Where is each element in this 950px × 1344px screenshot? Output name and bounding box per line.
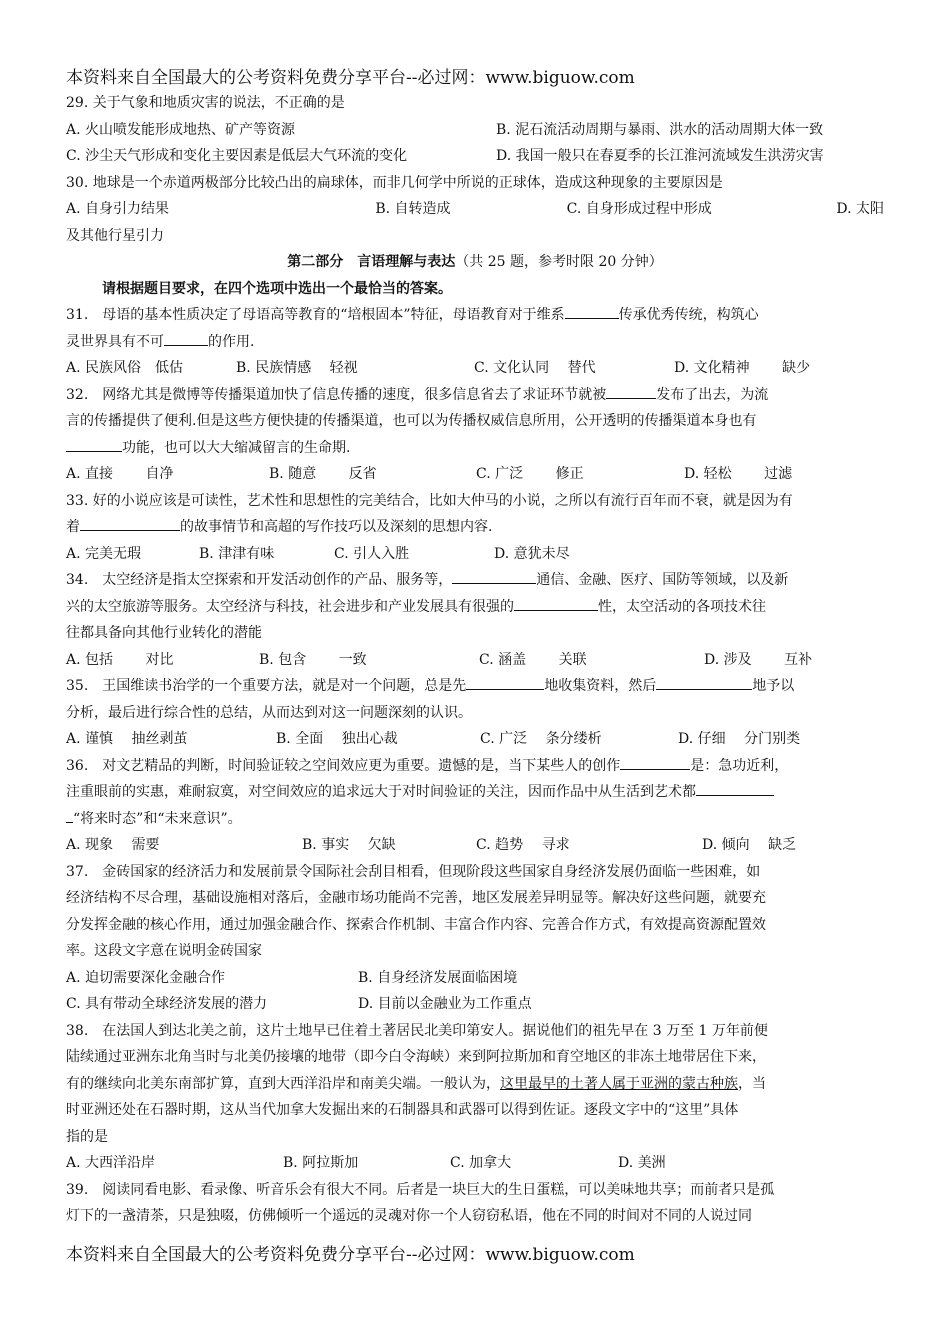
question-34-line1 xyxy=(66,567,884,594)
q31-blank-1 xyxy=(565,304,619,319)
q37-option-a: A. 迫切需要深化金融合作 xyxy=(66,969,226,986)
q34-option-b: B. 包含 一致 xyxy=(259,651,367,668)
q38-text: 有的继续向北美东南部扩算，直到大西洋沿岸和南美尖端。一般认为， xyxy=(66,1075,500,1092)
q35-option-d: D. 仔细 分门别类 xyxy=(678,731,801,747)
question-33-line2 xyxy=(66,514,884,541)
q38-option-d: D. 美洲 xyxy=(618,1155,666,1171)
q29-option-a: A. 火山喷发能形成地热、矿产等资源 xyxy=(66,121,296,138)
section-2-note: （共 25 题，参考时限 20 分钟） xyxy=(455,254,663,270)
q33-text: 的故事情节和高超的写作技巧以及深刻的思想内容. xyxy=(180,519,493,535)
question-38-line4: 时亚洲还处在石器时期，这从当代加拿大发掘出来的石制器具和武器可以得到佐证。逐段文字中的“这里”具体 xyxy=(66,1102,739,1118)
question-32-line2: 言的传播提供了便利.但是这些方便快捷的传播渠道，也可以为传播权威信息所用，公开透明的传播渠道本身也有 xyxy=(66,413,757,429)
q33-option-c: C. 引人入胜 xyxy=(334,545,410,562)
q36-option-d: D. 倾向 缺乏 xyxy=(702,837,797,853)
q34-text: 性，太空活动的各项技术往 xyxy=(598,598,766,615)
q32-text: 发布了出去，为流 xyxy=(656,386,769,403)
q37-option-d: D. 目前以金融业为工作重点 xyxy=(358,996,532,1012)
q34-option-a: A. 包括 对比 xyxy=(66,651,174,668)
question-30-options xyxy=(66,196,884,223)
question-37-line3: 分发挥金融的核心作用，通过加强金融合作、探索合作机制、丰富合作内容、完善合作方式，有效提高资源配置效 xyxy=(66,916,766,933)
q35-text: 地予以 xyxy=(752,678,795,694)
q35-blank-1 xyxy=(466,675,544,690)
q32-text: 32. 网络尤其是微博等传播渠道加快了信息传播的速度，很多信息省去了求证环节就被 xyxy=(66,386,607,403)
question-37-options-row1 xyxy=(66,965,884,992)
q35-option-c: C. 广泛 条分缕析 xyxy=(480,731,602,747)
question-38-line3 xyxy=(66,1071,884,1098)
q33-option-a: A. 完美无瑕 xyxy=(66,545,142,562)
q38-option-c: C. 加拿大 xyxy=(450,1155,512,1171)
q36-blank-2-cont xyxy=(66,808,73,823)
q34-text: 34. 太空经济是指太空探索和开发活动创作的产品、服务等， xyxy=(66,572,453,588)
q35-option-b: B. 全面 独出心裁 xyxy=(276,731,398,747)
question-39-line2: 灯下的一盏清茶，只是独啜，仿佛倾听一个遥远的灵魂对你一个人窃窃私语，他在不同的时间对不同的人说过同 xyxy=(66,1208,752,1224)
question-37-line1: 37. 金砖国家的经济活力和发展前景令国际社会刮目相看，但现阶段这些国家自身经济发展仍面临一些困难，如 xyxy=(66,863,761,880)
question-35-line2: 分析，最后进行综合性的总结，从而达到对这一问题深刻的认识。 xyxy=(66,704,472,721)
question-37-line4: 率。这段文字意在说明金砖国家 xyxy=(66,943,262,959)
question-37-options-row2 xyxy=(66,991,884,1018)
q36-option-a: A. 现象 需要 xyxy=(66,837,160,853)
question-36-line2 xyxy=(66,779,884,806)
q29-option-b: B. 泥石流活动周期与暴雨、洪水的活动周期大体一致 xyxy=(496,121,824,138)
section-2-title xyxy=(66,249,884,276)
q37-option-b: B. 自身经济发展面临困境 xyxy=(358,969,518,986)
question-35-line1 xyxy=(66,673,884,700)
q36-text: “将来时态”和“未来意识”。 xyxy=(73,810,242,827)
q31-option-b: B. 民族情感 轻视 xyxy=(236,360,358,376)
q36-option-b: B. 事实 欠缺 xyxy=(302,837,396,853)
q38-text: ，当 xyxy=(738,1075,766,1092)
question-39-line1: 39. 阅读同看电影、看录像、听音乐会有很大不同。后者是一块巨大的生日蛋糕，可以美味地共享；而前者只是孤 xyxy=(66,1181,775,1198)
q30-option-d: D. 太阳 xyxy=(836,201,884,217)
question-31-line1 xyxy=(66,302,884,329)
q31-option-a: A. 民族风俗 低估 xyxy=(66,360,184,376)
q31-text: 传承优秀传统，构筑心 xyxy=(618,307,759,323)
question-38-line5: 指的是 xyxy=(66,1128,108,1145)
question-30-stem: 30. 地球是一个赤道两极部分比较凸出的扁球体，而非几何学中所说的正球体，造成这种现象的主要原因是 xyxy=(66,174,723,191)
q36-blank-1 xyxy=(620,755,690,770)
question-38-line2: 陆续通过亚洲东北角当时与北美仍接壤的地带（即今白令海峡）来到阿拉斯加和育空地区的非冻土地带居住下来， xyxy=(66,1049,766,1065)
question-32-line1 xyxy=(66,382,884,409)
q36-option-c: C. 趋势 寻求 xyxy=(476,837,570,853)
q38-option-b: B. 阿拉斯加 xyxy=(283,1155,359,1171)
exam-page xyxy=(66,66,884,1230)
q35-option-a: A. 谨慎 抽丝剥茧 xyxy=(66,731,188,747)
question-36-line3 xyxy=(66,806,884,833)
question-34-line2 xyxy=(66,594,884,621)
q34-option-c: C. 涵盖 关联 xyxy=(479,651,587,668)
q37-option-c: C. 具有带动全球经济发展的潜力 xyxy=(66,996,268,1012)
q31-option-c: C. 文化认同 替代 xyxy=(474,360,596,376)
question-33-options xyxy=(66,541,884,568)
q30-option-a: A. 自身引力结果 xyxy=(66,201,170,217)
question-31-options xyxy=(66,355,884,382)
q34-text: 兴的太空旅游等服务。太空经济与科技，社会进步和产业发展具有很强的 xyxy=(66,598,514,615)
q38-underlined-text: 这里最早的土著人属于亚洲的蒙古种族 xyxy=(500,1075,738,1092)
q32-option-a: A. 直接 自净 xyxy=(66,466,174,482)
section-2-instruction: 请根据题目要求，在四个选项中选出一个最恰当的答案。 xyxy=(102,281,452,297)
section-2-title-text: 第二部分 言语理解与表达 xyxy=(287,254,456,270)
q32-blank-1 xyxy=(606,384,656,399)
header-banner: 本资料来自全国最大的公考资料免费分享平台--必过网：www.biguow.com xyxy=(66,68,635,88)
q31-text: 灵世界具有不可 xyxy=(66,333,164,350)
question-31-line2 xyxy=(66,329,884,356)
q32-option-b: B. 随意 反省 xyxy=(269,466,377,482)
q33-text: 着 xyxy=(66,519,80,535)
question-38-options xyxy=(66,1150,884,1177)
q34-option-d: D. 涉及 互补 xyxy=(704,651,813,668)
q33-option-d: D. 意犹未尽 xyxy=(494,545,570,562)
q36-text: 是：急功近利， xyxy=(690,757,789,774)
q34-text: 通信、金融、医疗、国防等领域，以及新 xyxy=(536,572,789,588)
q34-blank-2 xyxy=(514,596,598,611)
q32-option-c: C. 广泛 修正 xyxy=(476,466,584,482)
q35-text: 地收集资料，然后 xyxy=(544,678,657,694)
q32-text: 功能，也可以大大缩减留言的生命期. xyxy=(122,439,351,456)
q29-option-c: C. 沙尘天气形成和变化主要因素是低层大气环流的变化 xyxy=(66,148,408,164)
question-36-options xyxy=(66,832,884,859)
q31-option-d: D. 文化精神 缺少 xyxy=(674,360,811,376)
q30-option-d-continued: 及其他行星引力 xyxy=(66,227,164,244)
q31-blank-2 xyxy=(164,331,208,346)
q36-text: 36. 对文艺精品的判断，时间验证较之空间效应更为重要。遗憾的是，当下某些人的创作 xyxy=(66,757,621,774)
q36-text: 注重眼前的实惠，难耐寂寞，对空间效应的追求远大于对时间验证的关注，因而作品中从生活到艺术都 xyxy=(66,784,696,800)
question-37-line2: 经济结构不尽合理，基础设施相对落后，金融市场功能尚不完善，地区发展差异明显等。解决好这些问题，就要充 xyxy=(66,890,766,906)
question-29-stem: 29. 关于气象和地质灾害的说法，不正确的是 xyxy=(66,95,345,111)
question-35-options xyxy=(66,726,884,753)
q29-option-d: D. 我国一般只在春夏季的长江淮河流域发生洪涝灾害 xyxy=(496,148,824,164)
question-32-options xyxy=(66,461,884,488)
q32-blank-2 xyxy=(66,437,122,452)
question-38-line1: 38. 在法国人到达北美之前，这片土地早已住着土著居民北美印第安人。据说他们的祖先早在 3 万至 1 万年前便 xyxy=(66,1022,768,1039)
footer-banner: 本资料来自全国最大的公考资料免费分享平台--必过网：www.biguow.com xyxy=(66,1245,635,1265)
question-36-line1 xyxy=(66,753,884,780)
q30-option-c: C. 自身形成过程中形成 xyxy=(566,201,712,217)
question-33-line1: 33. 好的小说应该是可读性，艺术性和思想性的完美结合，比如大仲马的小说，之所以有流行百年而不衰，就是因为有 xyxy=(66,492,793,509)
q36-blank-2 xyxy=(696,781,774,796)
question-29-options-row1 xyxy=(66,117,884,144)
question-29-options-row2 xyxy=(66,143,884,170)
q33-option-b: B. 津津有味 xyxy=(199,545,275,562)
q35-blank-2 xyxy=(656,675,752,690)
q35-text: 35. 王国维读书治学的一个重要方法，就是对一个问题，总是先 xyxy=(66,678,467,694)
q33-blank xyxy=(80,516,180,531)
q34-blank-1 xyxy=(452,569,536,584)
q31-text: 31. 母语的基本性质决定了母语高等教育的“培根固本”特征，母语教育对于维系 xyxy=(66,307,565,323)
q30-option-b: B. 自转造成 xyxy=(375,201,451,217)
q32-option-d: D. 轻松 过滤 xyxy=(684,466,793,482)
question-34-line3: 往都具备向其他行业转化的潜能 xyxy=(66,625,262,641)
question-32-line3 xyxy=(66,435,884,462)
question-34-options xyxy=(66,647,884,674)
q38-option-a: A. 大西洋沿岸 xyxy=(66,1155,156,1171)
q31-text: 的作用. xyxy=(208,333,255,350)
